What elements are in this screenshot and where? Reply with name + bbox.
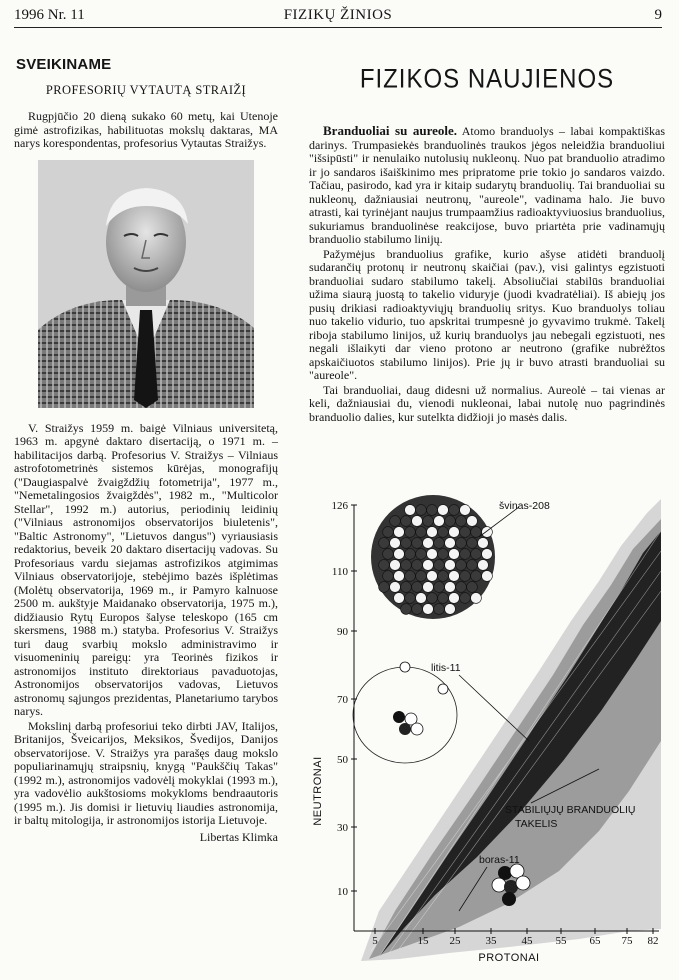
nucleon-ball <box>471 571 482 582</box>
nucleon-ball <box>416 505 427 516</box>
boron-label: boras-11 <box>479 854 520 866</box>
x-tick-label: 75 <box>621 935 633 947</box>
nucleon-ball <box>438 571 449 582</box>
nucleon-ball <box>471 527 482 538</box>
nucleon-ball <box>467 538 478 549</box>
nucleon-ball <box>467 582 478 593</box>
nucleon-ball <box>438 549 449 560</box>
x-tick-label: 65 <box>589 935 601 947</box>
nucleon-ball <box>427 527 438 538</box>
nucleon-ball <box>379 560 390 571</box>
nucleon-ball <box>401 582 412 593</box>
y-tick-label: 10 <box>337 886 348 898</box>
nucleon-ball <box>394 571 405 582</box>
core-nucleon <box>502 892 516 906</box>
nucleon-ball <box>423 604 434 615</box>
nucleon-ball <box>423 582 434 593</box>
nucleon-ball <box>416 549 427 560</box>
halo-neutron <box>438 684 448 694</box>
nucleon-ball <box>423 560 434 571</box>
nucleon-ball <box>390 560 401 571</box>
nucleon-ball <box>467 560 478 571</box>
nucleon-ball <box>427 571 438 582</box>
y-tick-label: 30 <box>337 822 348 834</box>
nucleon-ball <box>423 538 434 549</box>
lithium-label: litis-11 <box>431 662 461 674</box>
y-ticks <box>332 500 358 898</box>
nucleon-ball <box>412 604 423 615</box>
x-tick-label: 35 <box>485 935 497 947</box>
nucleon-ball <box>379 538 390 549</box>
halo-neutron <box>400 662 410 672</box>
nucleon-ball <box>449 549 460 560</box>
nucleon-ball <box>405 527 416 538</box>
article-lead: Branduoliai su aureole. <box>323 123 458 138</box>
nucleon-ball <box>460 505 471 516</box>
core-nucleon <box>492 878 506 892</box>
nucleon-ball <box>460 593 471 604</box>
nucleon-ball <box>482 549 493 560</box>
nucleon-ball <box>423 516 434 527</box>
y-tick-label: 50 <box>337 754 348 766</box>
biography-paragraph: Mokslinį darbą profesoriui teko dirbti JAV, Italijos, Britanijos, Šveicarijos, Meksikos, Švedijos, Danijos observatorijose. V. Straižys yra parašęs daug mokslo populiarinamųjų straipsnių, knygą "Paukščių Takas" (1992 m.), astronomijos vadovėlį mokyklai (1993 m.), yra vadovėlio aukštosioms mokykloms bendraautoris (1995 m.). Jis domisi ir lietuvių liaudies astronomija, ir baltų mitologija, ir astronomijos istorija Lietuvoje. <box>14 718 278 827</box>
nucleon-ball <box>405 571 416 582</box>
nucleon-ball <box>405 505 416 516</box>
nucleon-ball <box>383 571 394 582</box>
x-tick-label: 25 <box>449 935 461 947</box>
nucleon-ball <box>416 593 427 604</box>
nucleon-ball <box>405 593 416 604</box>
core-nucleon <box>399 723 411 735</box>
physics-news-column <box>309 40 665 424</box>
greeting-subtitle: PROFESORIŲ VYTAUTĄ STRAIŽĮ <box>45 83 247 97</box>
issue-number: 1996 Nr. 11 <box>14 7 85 23</box>
nucleon-ball <box>416 527 427 538</box>
core-nucleon <box>393 711 405 723</box>
nucleon-ball <box>456 538 467 549</box>
nucleon-ball <box>445 538 456 549</box>
page-number: 9 <box>654 7 662 23</box>
nucleon-ball <box>460 571 471 582</box>
nucleon-ball <box>449 527 460 538</box>
nucleon-ball <box>460 527 471 538</box>
nucleon-ball <box>445 582 456 593</box>
y-tick-label: 110 <box>331 566 348 578</box>
nucleon-ball <box>412 582 423 593</box>
nucleon-ball <box>405 549 416 560</box>
greeting-intro: Rugpjūčio 20 dieną sukako 60 metų, kai Utenoje gimė astrofizikas, habilituotas mokslų daktaras, MA narys korespondentas, profesorius Vytautas Straižys. <box>14 109 278 150</box>
page-header <box>14 4 662 28</box>
halo-outline <box>353 667 457 763</box>
nucleon-ball <box>379 582 390 593</box>
nucleon-ball <box>427 593 438 604</box>
nucleon-ball <box>449 593 460 604</box>
y-tick-label: 90 <box>337 626 348 638</box>
nucleon-ball <box>434 604 445 615</box>
nucleon-ball <box>434 560 445 571</box>
y-tick-label: 70 <box>337 694 348 706</box>
nucleon-ball <box>471 593 482 604</box>
nucleon-ball <box>394 593 405 604</box>
nucleon-ball <box>412 560 423 571</box>
x-tick-label: 5 <box>372 935 378 947</box>
nucleon-ball <box>390 516 401 527</box>
nucleon-ball <box>445 604 456 615</box>
header-rule <box>14 27 662 28</box>
x-tick-label: 45 <box>521 935 533 947</box>
nucleon-ball <box>401 516 412 527</box>
nucleon-ball <box>438 527 449 538</box>
nucleon-ball <box>482 571 493 582</box>
y-axis-label: NEUTRONAI <box>312 756 324 826</box>
nucleon-ball <box>478 560 489 571</box>
article-paragraph <box>309 124 665 247</box>
nucleon-ball <box>449 571 460 582</box>
nucleon-ball <box>401 538 412 549</box>
biography-paragraph: V. Straižys 1959 m. baigė Vilniaus universitetą, 1963 m. apgynė daktaro disertaciją, o 1971 m. – habilitacijos darbą. Profesorius V. Straižys – Vilniaus astrofotometrinės sistemos kūrėjas, monografijų ("Daugiaspalvė žvaigždžių fotometrija", 1977 m., "Nemetalingosios žvaigždės", 1982 m., "Multicolor Stellar", 1992 m.) autorius, periodinių leidinių ("Vilniaus astronomijos observatorijos biuletenis", "Baltic Astronomy", "Lietuvos dangus") vyriausiasis redaktorius, beveik 20 daktaro disertacijų vadovas. Su Profesoriaus vardu siejamas astrofizikos atgimimas Vilniaus observatorijoje, stebėjimo bazės išplėtimas (Molėtų observatorija, 1969 m., ir Pamyro kalnuose 2500 m. aukštyje Maidanako observatorija, 1975 m.), didžiausio Rytų Europos šalyse teleskopo (165 cm skersmens, 1988 m.) statyba. Profesorius V. Straižys turi daug svarbių mokslo administravimo ir visuomeninių pareigų: yra Teorinės fizikos ir astronomijos instituto direktoriaus pavaduotojas, Astronomijos observatorijos vadovas, Lietuvos astronomų sąjungos prezidentas, Planetariumo tarybos narys. <box>14 420 278 718</box>
nucleon-ball <box>434 538 445 549</box>
nucleon-ball <box>467 516 478 527</box>
author-signature: Libertas Klimka <box>199 829 278 844</box>
nucleon-ball <box>438 593 449 604</box>
greeting-column <box>14 40 278 845</box>
nucleon-ball <box>416 571 427 582</box>
section-title: FIZIKOS NAUJIENOS <box>359 64 615 95</box>
article-paragraph: Pažymėjus branduolius grafike, kurio ašyse atidėti branduolį sudarančių protonų ir neutronų skaičiai (pav.), visi galintys egzistuoti branduoliai sudaro stabilumo takelį. Absoliučiai stabilūs branduoliai užima siaurą juostą to takelio viduryje (juodi kvadratėliai). Iš abiejų jos pusių drikiasi radioaktyviųjų branduolių sritys. Kuo branduolys toliau nuo takelio vidurio, tuo apskritai trumpesnė jo gyvavimo trukmė. Takelį riboja stabilumo linijos, už kurių branduolys jau nebegali egzistuoti, nes negali išlaikyti dar vieno protono ar neutrono (grafike nubrėžtos apskaičiuotos stabilumo linijos). Prie jų ir buvo atrasti branduoliai su "aureole". <box>309 246 665 382</box>
nucleon-ball <box>445 560 456 571</box>
x-tick-label: 15 <box>417 935 429 947</box>
article-paragraph: Tai branduoliai, daug didesni už normalius. Aureolė – tai vienas ar keli, dažniausiai du, vienodi nukleonai, labai nutolę nuo pagrindinės branduolio dalies, kur sutelkta didžioji jo masės dalis. <box>309 382 665 424</box>
nucleon-ball <box>427 549 438 560</box>
nucleon-ball <box>412 516 423 527</box>
nucleon-ball <box>401 560 412 571</box>
x-tick-label: 82 <box>647 935 659 947</box>
greeting-title: SVEIKINAME <box>16 56 112 73</box>
article-paragraph-text: Atomo branduolys – labai kompaktiškas darinys. Trumpasiekės branduolinės traukos jėgos neleidžia branduoliui "išsipūsti" ir nenulaiko nutolusių nukleonų. Nuo pat branduolio atradimo ir jo sandaros išaiškinimo mes pripratome prie tokio jo sandaros vaizdo. Tačiau, pasirodo, kad yra ir kitaip sudarytų branduolių. Tai branduoliai su nukleonų, dažniausiai neutronų, "aureole", vadinama halo. Jie buvo atrasti, kai tyrinėjant naujus trumpaamžius radioaktyviuosius branduolius, sukuriamus branduolinėse reakcijose, buvo priartėta prie vadinamųjų branduolio stabilumo linijų. <box>309 124 665 246</box>
professor-portrait <box>38 160 254 408</box>
core-nucleon <box>411 723 423 735</box>
nucleon-ball <box>449 505 460 516</box>
nucleon-ball <box>383 549 394 560</box>
nucleon-ball <box>438 505 449 516</box>
nucleon-ball <box>401 604 412 615</box>
nucleon-ball <box>390 538 401 549</box>
nucleon-ball <box>427 505 438 516</box>
nucleon-ball <box>456 560 467 571</box>
y-tick-label: 126 <box>331 500 348 512</box>
journal-title: FIZIKŲ ŽINIOS <box>283 7 393 23</box>
nucleon-ball <box>390 582 401 593</box>
x-axis-label: PROTONAI <box>478 952 540 964</box>
x-tick-label: 55 <box>555 935 567 947</box>
nucleon-ball <box>394 549 405 560</box>
nucleon-ball <box>394 527 405 538</box>
lead-208-nucleus <box>371 495 550 619</box>
article-body <box>309 124 665 424</box>
stability-label-line1: STABILIŲJŲ BRANDUOLIŲ <box>505 804 636 816</box>
nucleon-ball <box>456 516 467 527</box>
nucleon-ball <box>383 527 394 538</box>
nucleon-ball <box>456 582 467 593</box>
nucleon-ball <box>460 549 471 560</box>
nucleon-ball <box>412 538 423 549</box>
nucleon-ball <box>471 549 482 560</box>
nucleon-ball <box>478 538 489 549</box>
nucleon-ball <box>434 516 445 527</box>
nucleon-ball <box>445 516 456 527</box>
nuclide-stability-chart <box>309 491 665 971</box>
stability-label-line2: TAKELIS <box>515 818 558 830</box>
nucleon-ball <box>434 582 445 593</box>
core-nucleon <box>516 876 530 890</box>
lead-label: švinas-208 <box>499 500 550 512</box>
